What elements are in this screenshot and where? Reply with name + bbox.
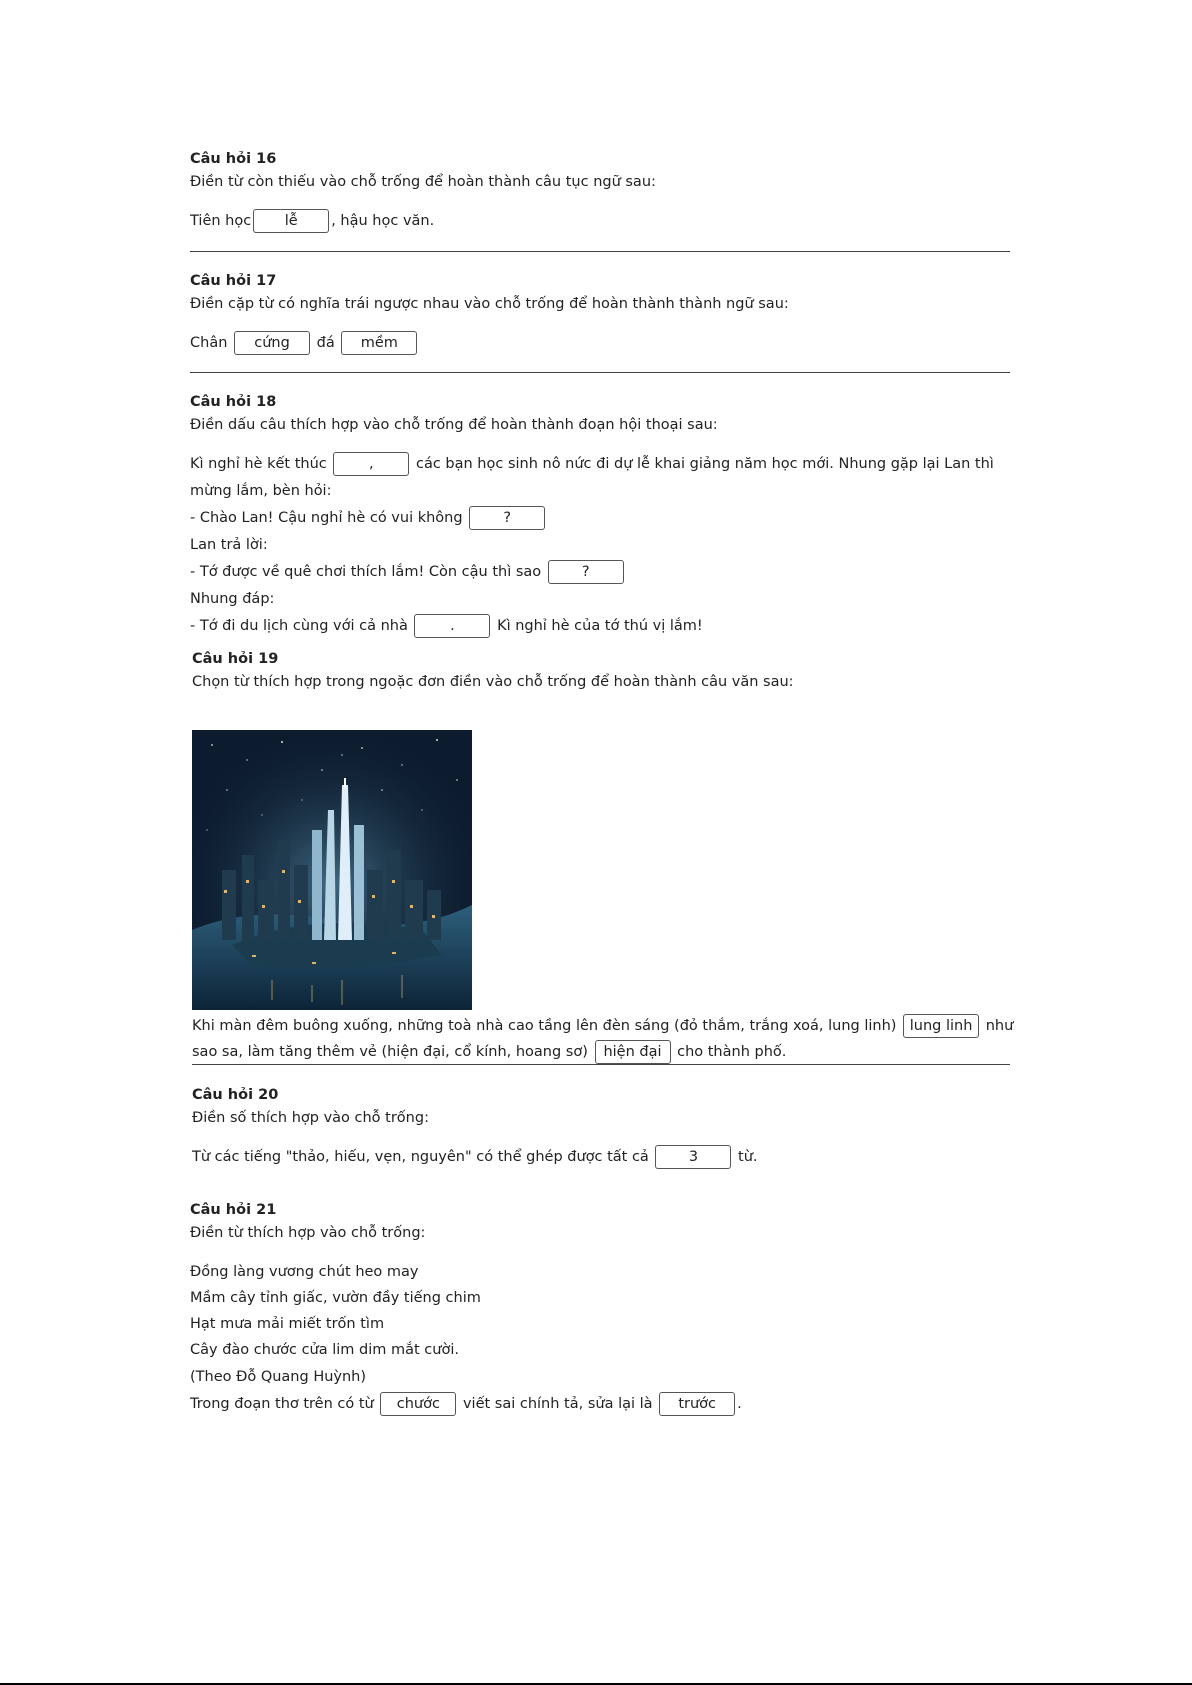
wrong-word-box[interactable]: chước (380, 1392, 456, 1416)
answer-box[interactable]: . (414, 614, 490, 638)
question-prompt: Điền dấu câu thích hợp vào chỗ trống để hoàn thành đoạn hội thoại sau: (190, 417, 718, 433)
text: Kì nghỉ hè của tớ thú vị lắm! (497, 618, 703, 634)
question-19 (190, 648, 1014, 1060)
text-word: đá (316, 335, 335, 351)
poem-line-2: Mầm cây tỉnh giấc, vườn đầy tiếng chim (190, 1290, 481, 1306)
question-title: Câu hỏi 21 (190, 1202, 277, 1218)
text: Trong đoạn thơ trên có từ (190, 1396, 374, 1412)
sentence-line (192, 1013, 1013, 1039)
question-prompt: Chọn từ thích hợp trong ngoặc đơn điền vào chỗ trống để hoàn thành câu văn sau: (192, 674, 794, 690)
text-after: , hậu học văn. (331, 213, 435, 229)
question-prompt: Điền số thích hợp vào chỗ trống: (192, 1110, 429, 1126)
dialog-line: mừng lắm, bèn hỏi: (190, 483, 332, 499)
text: cho thành phố. (677, 1044, 787, 1060)
poem-line-1: Đồng làng vương chút heo may (190, 1264, 419, 1280)
answer-box-2[interactable]: mềm (341, 331, 417, 355)
text: Khi màn đêm buông xuống, những toà nhà cao tầng lên đèn sáng (đỏ thắm, trắng xoá, lung linh) (192, 1018, 897, 1034)
text-word: Chân (190, 335, 228, 351)
question-21 (190, 1199, 1010, 1412)
dialog-line (190, 451, 994, 477)
dialog-line (190, 613, 703, 639)
text: - Tớ đi du lịch cùng với cả nhà (190, 618, 408, 634)
question-title: Câu hỏi 19 (192, 651, 279, 667)
text: từ. (738, 1149, 758, 1165)
city-skyline-illustration (192, 730, 472, 1010)
text: - Chào Lan! Cậu nghỉ hè có vui không (190, 510, 463, 526)
answer-line (190, 1391, 742, 1417)
question-title: Câu hỏi 17 (190, 273, 277, 289)
text: - Tớ được về quê chơi thích lắm! Còn cậu thì sao (190, 564, 542, 580)
answer-box[interactable]: lung linh (903, 1014, 979, 1038)
sentence-line (192, 1039, 786, 1065)
question-20 (190, 1084, 1010, 1165)
dialog-line: Nhung đáp: (190, 591, 275, 607)
question-title: Câu hỏi 16 (190, 151, 277, 167)
question-prompt: Điền cặp từ có nghĩa trái ngược nhau vào chỗ trống để hoàn thành thành ngữ sau: (190, 296, 789, 312)
divider (190, 372, 1010, 373)
poem-line-4: Cây đào chước cửa lim dim mắt cười. (190, 1342, 459, 1358)
poem-source: (Theo Đỗ Quang Huỳnh) (190, 1369, 367, 1385)
answer-line (192, 1144, 758, 1170)
answer-line (190, 330, 419, 356)
dialog-line (190, 505, 547, 531)
question-18 (190, 391, 1010, 634)
answer-line (190, 208, 434, 234)
question-16 (190, 148, 1010, 229)
text-before: Tiên học (190, 213, 252, 229)
night-city-photo (192, 730, 472, 1010)
question-title: Câu hỏi 18 (190, 394, 277, 410)
text: viết sai chính tả, sửa lại là (462, 1396, 653, 1412)
answer-box-1[interactable]: cứng (234, 331, 310, 355)
divider (192, 1064, 1010, 1065)
text: Kì nghỉ hè kết thúc (190, 456, 327, 472)
poem-line-3: Hạt mưa mải miết trốn tìm (190, 1316, 385, 1332)
text: Từ các tiếng "thảo, hiếu, vẹn, nguyên" có thể ghép được tất cả (192, 1149, 649, 1165)
divider (190, 251, 1010, 252)
question-title: Câu hỏi 20 (192, 1087, 279, 1103)
answer-box[interactable]: hiện đại (595, 1040, 671, 1064)
text: các bạn học sinh nô nức đi dự lễ khai giảng năm học mới. Nhung gặp lại Lan thì (415, 456, 994, 472)
text: sao sa, làm tăng thêm vẻ (hiện đại, cổ kính, hoang sơ) (192, 1044, 588, 1060)
answer-box[interactable]: ? (548, 560, 624, 584)
answer-box[interactable]: 3 (655, 1145, 731, 1169)
corrected-word-box[interactable]: trước (659, 1392, 735, 1416)
answer-box[interactable]: lễ (253, 209, 329, 233)
question-prompt: Điền từ còn thiếu vào chỗ trống để hoàn thành câu tục ngữ sau: (190, 174, 656, 190)
answer-box[interactable]: , (333, 452, 409, 476)
text: như (985, 1018, 1014, 1034)
answer-box[interactable]: ? (469, 506, 545, 530)
dialog-line (190, 559, 626, 585)
dialog-line: Lan trả lời: (190, 537, 268, 553)
question-17 (190, 270, 1010, 351)
question-prompt: Điền từ thích hợp vào chỗ trống: (190, 1225, 426, 1241)
text: . (737, 1396, 742, 1412)
